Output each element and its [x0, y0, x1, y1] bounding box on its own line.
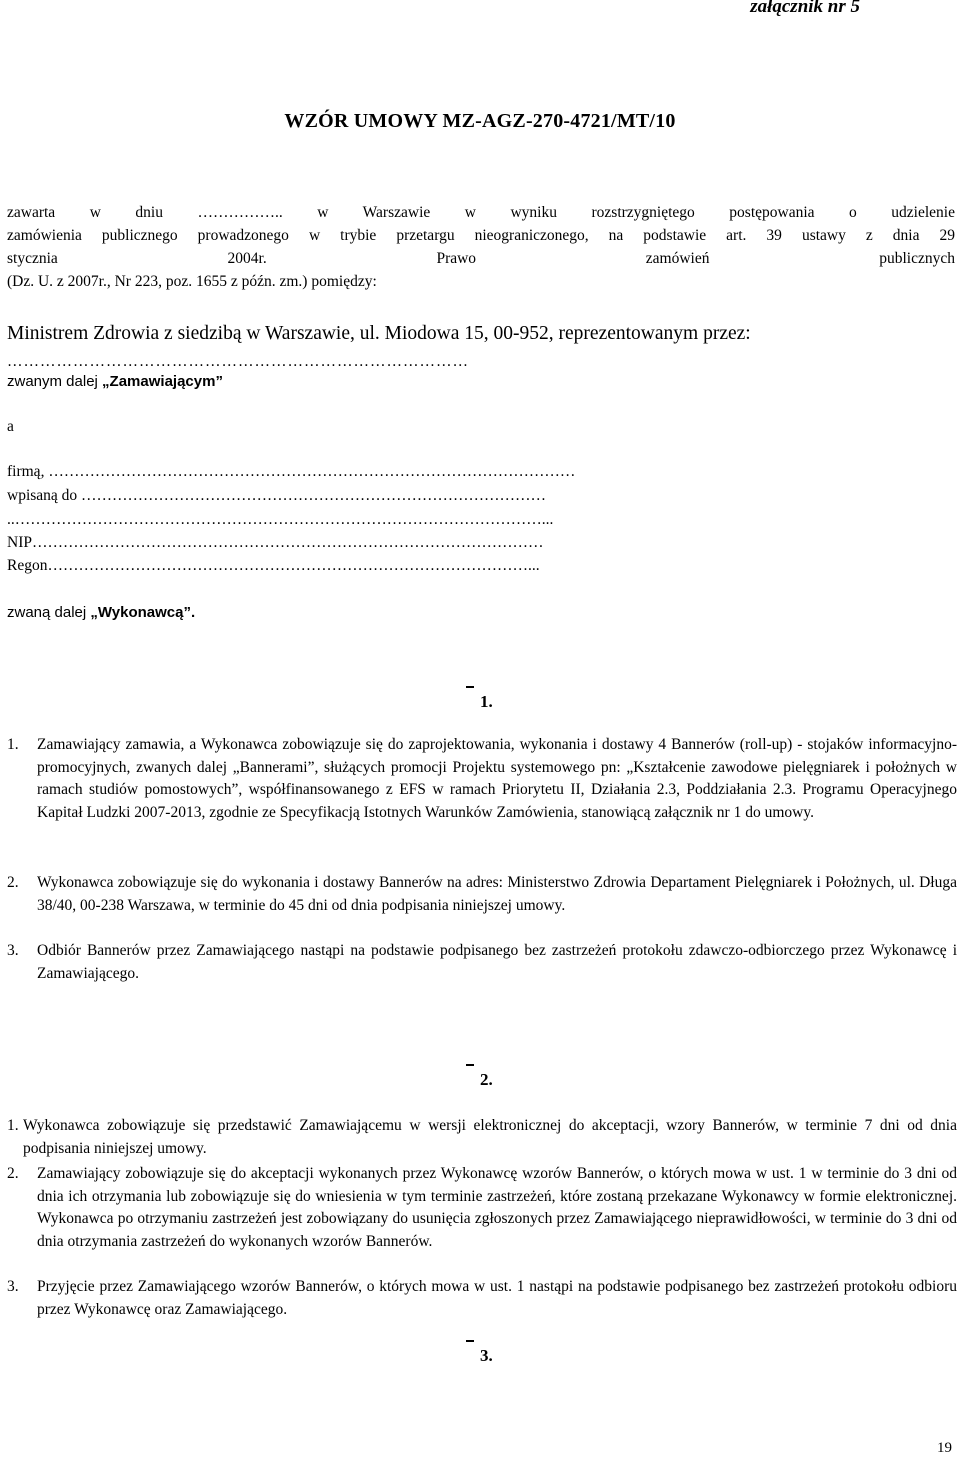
ministry-line: Ministrem Zdrowia z siedzibą w Warszawie, ul. Miodowa 15, 00-952, reprezentowanym przez:	[7, 323, 751, 344]
intro-line-2: zamówienia publicznego prowadzonego w trybie przetargu nieograniczonego, na podstawie art. 39 ustawy z dnia 29	[7, 227, 955, 244]
intro-line-1: zawarta w dniu …………….. w Warszawie w wyniku rozstrzygniętego postępowania o udzielenie	[7, 204, 955, 221]
item-text: Wykonawca zobowiązuje się do wykonania i dostawy Bannerów na adres: Ministerstwo Zdrowia Departament Pielęgniarek i Położnych, ul. Długa 38/40, 00-238 Warszawa, w terminie do 45 dni od dnia podpisania niniejszej umowy.	[37, 874, 957, 914]
wykonawca-line	[7, 604, 955, 621]
attachment-label: załącznik nr 5	[750, 0, 860, 17]
zamawiajacy-line	[7, 373, 955, 390]
section-1-item-3	[7, 940, 957, 985]
page-number: 19	[937, 1440, 952, 1456]
item-text: Odbiór Bannerów przez Zamawiającego nastąpi na podstawie podpisanego bez zastrzeżeń protokołu zdawczo-odbiorczego przez Wykonawcę i Zamawiającego.	[37, 942, 957, 982]
section-3-heading	[466, 1346, 493, 1366]
document-title: WZÓR UMOWY MZ-AGZ-270-4721/MT/10	[284, 110, 676, 132]
wykonawca-name: „Wykonawcą”.	[90, 604, 196, 621]
section-2-number: 2.	[480, 1070, 493, 1089]
item-number: 2.	[7, 874, 19, 891]
section-2-item-3	[7, 1276, 957, 1321]
intro-line-3: stycznia 2004r. Prawo zamówień publicznych	[7, 250, 955, 267]
item-text: Zamawiający zobowiązuje się do akceptacji wykonanych przez Wykonawcę wzorów Bannerów, o których mowa w ust. 1 w terminie do 3 dni od dnia ich otrzymania lub zobowiązuje się do wniesienia w tym terminie zastrzeżeń, które zostaną przekazane Wykonawcy w formie elektronicznej. Wykonawca po otrzymaniu zastrzeżeń jest zobowiązany do usunięcia zgłoszonych przez Zamawiającego nieprawidłowości, w terminie do 3 dni od dnia otrzymania zastrzeżeń do wykonanych wzorów Bannerów.	[37, 1165, 957, 1250]
item-text: Wykonawca zobowiązuje się przedstawić Zamawiającemu w wersji elektronicznej do akceptacji, wzory Bannerów, w terminie 7 dni od dnia podpisania niniejszej umowy.	[23, 1117, 957, 1157]
paragraph-sign-icon	[466, 1340, 474, 1342]
ministry-representative-dots: …………………………………………………………………………	[7, 353, 469, 370]
and-word: a	[7, 418, 14, 435]
zamawiajacy-prefix: zwanym dalej	[7, 373, 103, 390]
registered-line: wpisaną do ………………………………………………………………………………	[7, 487, 547, 504]
nip-line: NIP………………………………………………………………………………………	[7, 534, 544, 551]
section-2-item-1	[7, 1115, 957, 1160]
paragraph-sign-icon	[466, 1064, 474, 1066]
section-3-number: 3.	[480, 1346, 493, 1365]
section-1-heading	[466, 692, 493, 712]
section-1-item-1	[7, 734, 957, 824]
section-2-item-2	[7, 1163, 957, 1253]
item-number: 2.	[7, 1165, 19, 1182]
item-number: 1.	[7, 1117, 19, 1134]
zamawiajacy-name: „Zamawiającym”	[102, 373, 223, 390]
section-1-number: 1.	[480, 692, 493, 711]
firm-line: firmą, …………………………………………………………………………………………	[7, 463, 576, 480]
registered-continuation: ..…………………………………………………………………………………………...	[7, 511, 554, 528]
wykonawca-prefix: zwaną dalej	[7, 604, 91, 621]
section-1-item-2	[7, 872, 957, 917]
item-number: 3.	[7, 1278, 19, 1295]
item-number: 1.	[7, 736, 19, 753]
item-text: Zamawiający zamawia, a Wykonawca zobowiązuje się do zaprojektowania, wykonania i dostawy 4 Bannerów (roll-up) - stojaków informacyjno-promocyjnych, zwanych dalej „Bannerami”, służących promocji Projektu systemowego pn: „Kształcenie zawodowe pielęgniarek i położnych w ramach studiów pomostowych”, współfinansowanego z EFS w ramach Priorytetu II, Działania 2.3, Poddziałania 2.3. Programu Operacyjnego Kapitał Ludzki 2007-2013, zgodnie ze Specyfikacją Istotnych Warunków Zamówienia, stanowiącą załącznik nr 1 do umowy.	[37, 736, 957, 821]
regon-line: Regon…………………………………………………………………………………...	[7, 557, 540, 574]
section-2-heading	[466, 1070, 493, 1090]
intro-line-4: (Dz. U. z 2007r., Nr 223, poz. 1655 z późn. zm.) pomiędzy:	[7, 273, 377, 290]
item-number: 3.	[7, 942, 19, 959]
item-text: Przyjęcie przez Zamawiającego wzorów Bannerów, o których mowa w ust. 1 nastąpi na podstawie podpisanego bez zastrzeżeń protokołu odbioru przez Wykonawcę oraz Zamawiającego.	[37, 1278, 957, 1318]
paragraph-sign-icon	[466, 686, 474, 688]
